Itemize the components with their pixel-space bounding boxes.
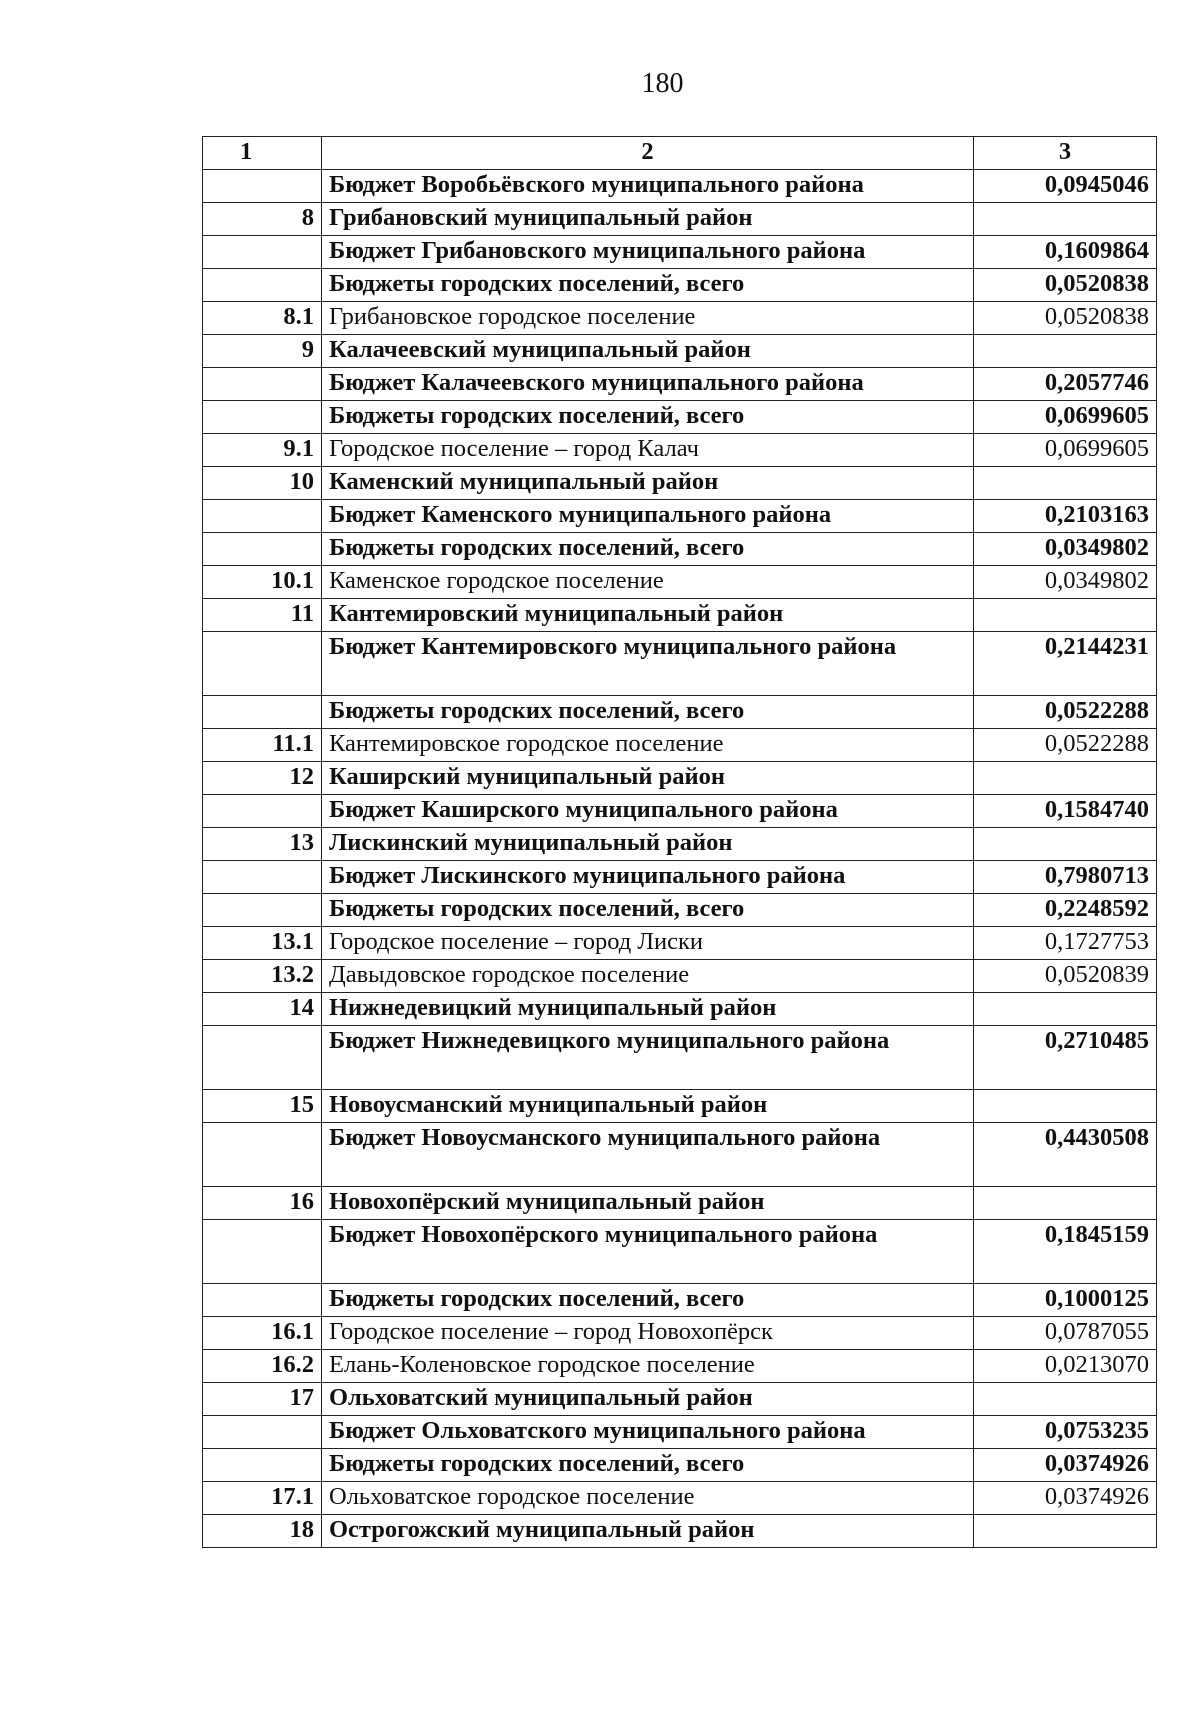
row-number-cell: [203, 795, 322, 828]
row-value-cell: 0,4430508: [974, 1123, 1157, 1187]
table-row: [203, 632, 1157, 696]
row-name-cell: Елань-Коленовское городское поселение: [322, 1350, 974, 1383]
row-value-cell: 0,0522288: [974, 729, 1157, 762]
budget-table: [202, 136, 1157, 1548]
row-number-cell: 18: [203, 1515, 322, 1548]
table-row: [203, 1383, 1157, 1416]
row-number-cell: 17: [203, 1383, 322, 1416]
row-name-cell: Бюджет Воробьёвского муниципального района: [322, 170, 974, 203]
row-number-cell: [203, 1220, 322, 1284]
row-name-cell: Кантемировское городское поселение: [322, 729, 974, 762]
row-number-cell: 16.2: [203, 1350, 322, 1383]
row-number-cell: [203, 236, 322, 269]
row-value-cell: 0,0520839: [974, 960, 1157, 993]
row-value-cell: 0,0945046: [974, 170, 1157, 203]
row-number-cell: 13: [203, 828, 322, 861]
row-number-cell: [203, 696, 322, 729]
row-value-cell: 0,2248592: [974, 894, 1157, 927]
row-number-cell: [203, 1416, 322, 1449]
row-value-cell: 0,1727753: [974, 927, 1157, 960]
row-name-cell: Бюджет Каменского муниципального района: [322, 500, 974, 533]
row-number-cell: [203, 500, 322, 533]
table-row: [203, 1350, 1157, 1383]
row-value-cell: 0,0374926: [974, 1449, 1157, 1482]
table-row: [203, 335, 1157, 368]
row-name-cell: Новоусманский муниципальный район: [322, 1090, 974, 1123]
row-name-cell: Бюджет Ольховатского муниципального района: [322, 1416, 974, 1449]
table-row: [203, 401, 1157, 434]
row-value-cell: 0,7980713: [974, 861, 1157, 894]
row-number-cell: 9: [203, 335, 322, 368]
row-number-cell: [203, 401, 322, 434]
table-row: [203, 1482, 1157, 1515]
row-name-cell: Каменский муниципальный район: [322, 467, 974, 500]
row-name-cell: Бюджеты городских поселений, всего: [322, 1284, 974, 1317]
row-number-cell: 9.1: [203, 434, 322, 467]
row-name-cell: Бюджет Кантемировского муниципального района: [322, 632, 974, 696]
row-name-cell: Бюджеты городских поселений, всего: [322, 269, 974, 302]
header-cell-1: 1: [203, 137, 322, 170]
table-row: [203, 236, 1157, 269]
row-value-cell: 0,0787055: [974, 1317, 1157, 1350]
row-value-cell: 0,1609864: [974, 236, 1157, 269]
row-name-cell: Давыдовское городское поселение: [322, 960, 974, 993]
table-row: [203, 762, 1157, 795]
table-row: [203, 993, 1157, 1026]
row-number-cell: [203, 894, 322, 927]
row-number-cell: [203, 632, 322, 696]
row-name-cell: Городское поселение – город Калач: [322, 434, 974, 467]
row-number-cell: 10.1: [203, 566, 322, 599]
table-row: [203, 1515, 1157, 1548]
row-name-cell: Бюджет Новоусманского муниципального района: [322, 1123, 974, 1187]
row-number-cell: [203, 269, 322, 302]
row-number-cell: 11.1: [203, 729, 322, 762]
row-value-cell: 0,2057746: [974, 368, 1157, 401]
row-value-cell: 0,0520838: [974, 302, 1157, 335]
row-name-cell: Городское поселение – город Лиски: [322, 927, 974, 960]
row-name-cell: Каменское городское поселение: [322, 566, 974, 599]
row-name-cell: Бюджеты городских поселений, всего: [322, 1449, 974, 1482]
table-row: [203, 368, 1157, 401]
table-row: [203, 1026, 1157, 1090]
table-row: [203, 960, 1157, 993]
header-cell-3: 3: [974, 137, 1157, 170]
table-row: [203, 302, 1157, 335]
budget-table-body: [203, 137, 1157, 1548]
row-number-cell: 17.1: [203, 1482, 322, 1515]
table-row: [203, 170, 1157, 203]
row-value-cell: 0,2144231: [974, 632, 1157, 696]
row-value-cell: 0,0753235: [974, 1416, 1157, 1449]
table-row: [203, 696, 1157, 729]
row-number-cell: [203, 1284, 322, 1317]
row-value-cell: 0,0699605: [974, 401, 1157, 434]
row-number-cell: 12: [203, 762, 322, 795]
row-value-cell: [974, 993, 1157, 1026]
row-number-cell: [203, 1026, 322, 1090]
row-value-cell: 0,0520838: [974, 269, 1157, 302]
row-value-cell: 0,0699605: [974, 434, 1157, 467]
table-row: [203, 467, 1157, 500]
row-number-cell: 13.1: [203, 927, 322, 960]
row-value-cell: 0,0374926: [974, 1482, 1157, 1515]
row-value-cell: [974, 1383, 1157, 1416]
row-name-cell: Грибановское городское поселение: [322, 302, 974, 335]
row-name-cell: Бюджет Каширского муниципального района: [322, 795, 974, 828]
table-row: [203, 1284, 1157, 1317]
row-name-cell: Бюджет Новохопёрского муниципального района: [322, 1220, 974, 1284]
row-name-cell: Бюджет Калачеевского муниципального района: [322, 368, 974, 401]
row-value-cell: 0,2710485: [974, 1026, 1157, 1090]
row-number-cell: 11: [203, 599, 322, 632]
row-value-cell: [974, 203, 1157, 236]
row-number-cell: [203, 170, 322, 203]
table-row: [203, 795, 1157, 828]
row-number-cell: 8.1: [203, 302, 322, 335]
row-number-cell: 10: [203, 467, 322, 500]
table-header-row: [203, 137, 1157, 170]
row-name-cell: Грибановский муниципальный район: [322, 203, 974, 236]
table-row: [203, 500, 1157, 533]
table-row: [203, 1220, 1157, 1284]
row-name-cell: Кантемировский муниципальный район: [322, 599, 974, 632]
row-number-cell: [203, 368, 322, 401]
row-value-cell: 0,2103163: [974, 500, 1157, 533]
row-name-cell: Бюджеты городских поселений, всего: [322, 533, 974, 566]
row-number-cell: 13.2: [203, 960, 322, 993]
row-name-cell: Ольховатское городское поселение: [322, 1482, 974, 1515]
row-number-cell: 16: [203, 1187, 322, 1220]
table-row: [203, 1416, 1157, 1449]
table-row: [203, 1317, 1157, 1350]
table-row: [203, 1449, 1157, 1482]
table-row: [203, 828, 1157, 861]
table-row: [203, 566, 1157, 599]
table-row: [203, 1187, 1157, 1220]
row-value-cell: 0,0349802: [974, 533, 1157, 566]
row-name-cell: Бюджет Грибановского муниципального района: [322, 236, 974, 269]
header-cell-2: 2: [322, 137, 974, 170]
row-value-cell: [974, 335, 1157, 368]
row-number-cell: 14: [203, 993, 322, 1026]
row-value-cell: 0,1000125: [974, 1284, 1157, 1317]
row-name-cell: Новохопёрский муниципальный район: [322, 1187, 974, 1220]
row-value-cell: [974, 828, 1157, 861]
row-value-cell: 0,1584740: [974, 795, 1157, 828]
row-name-cell: Калачеевский муниципальный район: [322, 335, 974, 368]
row-number-cell: [203, 861, 322, 894]
table-row: [203, 729, 1157, 762]
row-number-cell: 15: [203, 1090, 322, 1123]
table-row: [203, 861, 1157, 894]
row-number-cell: [203, 1123, 322, 1187]
table-row: [203, 533, 1157, 566]
row-name-cell: Ольховатский муниципальный район: [322, 1383, 974, 1416]
row-value-cell: [974, 762, 1157, 795]
table-row: [203, 269, 1157, 302]
row-value-cell: [974, 1515, 1157, 1548]
row-number-cell: [203, 533, 322, 566]
table-row: [203, 894, 1157, 927]
row-value-cell: [974, 599, 1157, 632]
row-number-cell: [203, 1449, 322, 1482]
page-number: 180: [641, 68, 684, 99]
table-row: [203, 434, 1157, 467]
table-row: [203, 599, 1157, 632]
table-row: [203, 1123, 1157, 1187]
row-value-cell: [974, 1187, 1157, 1220]
row-name-cell: Бюджеты городских поселений, всего: [322, 894, 974, 927]
table-row: [203, 203, 1157, 236]
row-value-cell: 0,0349802: [974, 566, 1157, 599]
row-value-cell: [974, 467, 1157, 500]
row-number-cell: 16.1: [203, 1317, 322, 1350]
row-value-cell: [974, 1090, 1157, 1123]
row-name-cell: Нижнедевицкий муниципальный район: [322, 993, 974, 1026]
row-name-cell: Бюджеты городских поселений, всего: [322, 696, 974, 729]
row-name-cell: Острогожский муниципальный район: [322, 1515, 974, 1548]
row-value-cell: 0,0213070: [974, 1350, 1157, 1383]
row-name-cell: Бюджеты городских поселений, всего: [322, 401, 974, 434]
table-row: [203, 927, 1157, 960]
row-name-cell: Лискинский муниципальный район: [322, 828, 974, 861]
row-name-cell: Бюджет Лискинского муниципального района: [322, 861, 974, 894]
row-value-cell: 0,1845159: [974, 1220, 1157, 1284]
table-row: [203, 1090, 1157, 1123]
row-name-cell: Бюджет Нижнедевицкого муниципального района: [322, 1026, 974, 1090]
row-name-cell: Каширский муниципальный район: [322, 762, 974, 795]
row-number-cell: 8: [203, 203, 322, 236]
row-value-cell: 0,0522288: [974, 696, 1157, 729]
row-name-cell: Городское поселение – город Новохопёрск: [322, 1317, 974, 1350]
